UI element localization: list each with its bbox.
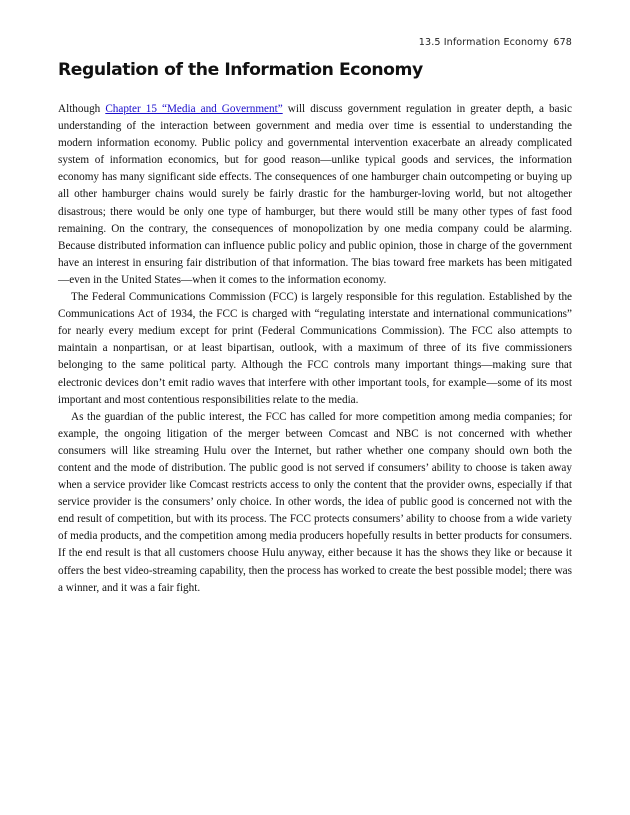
paragraph-2: The Federal Communications Commission (FCC) is largely responsible for this regulation. Established by the Communications Act of 1934, the FCC is charged with “regulating interstate and international communications” for nearly every medium except for print (Federal Communications Commission). The FCC also attempts to maintain a nonpartisan, or at least bipartisan, outlook, with a maximum of three of its five commissioners belonging to the same political party. Although the FCC controls many important things—making sure that electronic devices don’t emit radio waves that interfere with other important tools, for example—some of its most important and most contentious responsibilities relate to the media. (58, 291, 572, 406)
section-title: Regulation of the Information Economy (58, 60, 423, 80)
header-section: 13.5 Information Economy (418, 37, 549, 48)
body-text (58, 101, 572, 597)
chapter-15-link[interactable]: Chapter 15 “Media and Government” (105, 103, 283, 115)
page-number: 678 (553, 37, 572, 48)
paragraph-1 (58, 101, 572, 289)
paragraph-3: As the guardian of the public interest, the FCC has called for more competition among media companies; for example, the ongoing litigation of the merger between Comcast and NBC is not concerned with whether consumers will like streaming Hulu over the Internet, but rather whether one company should own both the content and the mode of distribution. The public good is not served if consumers’ ability to choose is taken away when a service provider like Comcast restricts access to only the content that the provider owns, especially if that service provider is the consumers’ only choice. In other words, the idea of public good is concerned not with the end result of competition, but with its process. The FCC protects consumers’ ability to choose from a wide variety of media products, and the competition among media producers hopefully results in better products for consumers. If the end result is that all customers choose Hulu anyway, either because it has the shows they like or because it offers the best video-streaming capability, then the process has worked to create the best possible model; there was a winner, and it was a fair fight. (58, 410, 572, 594)
paragraph-1-rest: will discuss government regulation in greater depth, a basic understanding of the interaction between government and media over time is essential to understanding the modern information economy. Public policy and governmental intervention exacerbate an already complicated system of information economics, but for good reason—unlike typical goods and services, the information economy has many significant side effects. The consequences of one hamburger chain outcompeting or buying up all other hamburger chains would surely be fairly drastic for the hamburger-loving world, but not altogether disastrous; there would be only one type of hamburger, but there would still be many other types of fast food remaining. On the contrary, the consequences of monopolization by one media company could be alarming. Because distributed information can influence public policy and public opinion, those in charge of the government have an interest in ensuring fair distribution of that information. The bias toward free markets has been mitigated—even in the United States—when it comes to the information economy. (58, 103, 572, 286)
running-header (419, 37, 572, 48)
paragraph-1-lead: Although (58, 103, 106, 115)
